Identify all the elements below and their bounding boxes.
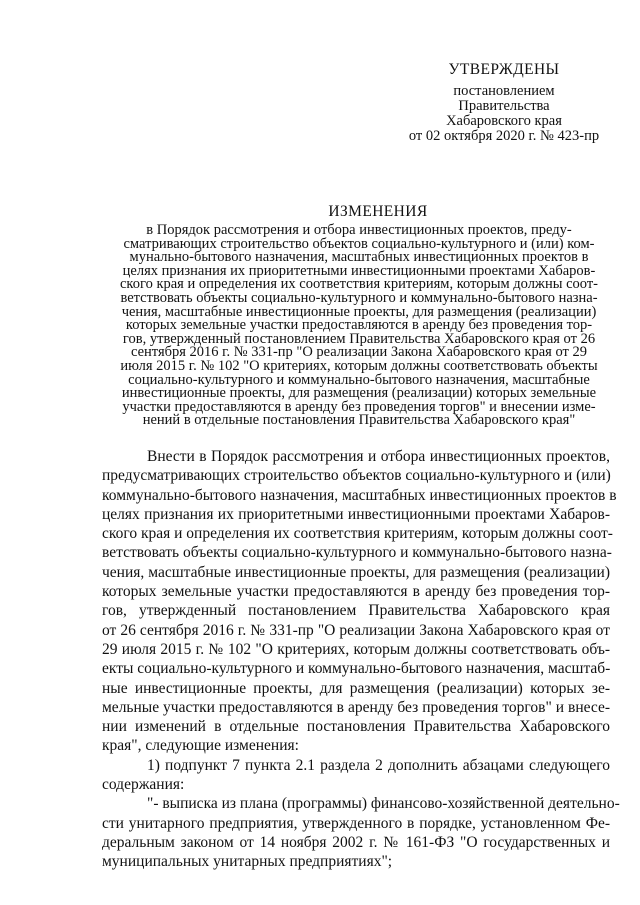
approval-line-3: Хабаровского края [446,113,562,129]
body-line: от 26 сентября 2016 г. № 331-пр "О реализации Закона Хабаровского края от [102,621,610,639]
subtitle-line: ского края и определения их соответствия критериям, которым должны соот- [120,276,598,293]
document-subtitle [106,224,612,428]
document-body [102,447,620,872]
body-line: содержания: [102,776,185,794]
body-line: целях признания их приоритетными инвестиционными проектами Хабаров- [102,505,610,523]
approval-heading: УТВЕРЖДЕНЫ [448,61,560,78]
approval-line-1: постановлением [453,83,555,99]
subtitle-line: сентября 2016 г. № 331-пр "О реализации Закона Хабаровского края от 29 [131,344,587,361]
body-line: ные инвестиционные проекты, для размещения (реализации) которых зе- [102,679,610,697]
subtitle-line: мунально-бытового назначения, масштабных инвестиционных проектов в [129,249,589,266]
body-line: предусматривающих строительство объектов социально-культурного и (или) [102,467,611,485]
body-line: "- выписка из плана (программы) финансово-хозяйственной деятельно- [147,795,620,813]
body-line: Внести в Порядок рассмотрения и отбора инвестиционных проектов, [147,448,610,465]
subtitle-line: июля 2015 г. № 102 "О критериях, которым должны соответствовать объекты [120,357,598,374]
body-line: края", следующие изменения: [102,737,299,755]
subtitle-line: которых земельные участки предоставляются в аренду без проведения тор- [125,317,593,334]
subtitle-line: нений в отдельные постановления Правительства Хабаровского края" [142,412,576,429]
body-line: ветствовать объекты социально-культурного и коммунально-бытового назна- [102,544,612,562]
body-line: 1) подпункт 7 пункта 2.1 раздела 2 дополнить абзацами следующего [147,756,610,774]
subtitle-line: ветствовать объекты социально-культурного и коммунально-бытового назна- [120,289,598,306]
body-line: которых земельные участки предоставляются в аренду без проведения тор- [102,583,610,601]
body-line: нии изменений в отдельные постановления Правительства Хабаровского [102,718,610,736]
body-line: чения, масштабные инвестиционные проекты, для размещения (реализации) [102,563,610,581]
subtitle-line: гов, утвержденный постановлением Правительства Хабаровского края от 26 [122,330,596,347]
subtitle-line: целях признания их приоритетными инвестиционными проектами Хабаров- [122,262,596,279]
subtitle-line: инвестиционные проекты, для размещения (реализации) которых земельные [121,385,597,402]
body-line: деральным законом от 14 ноября 2002 г. № 161-ФЗ "О государственных и [102,833,610,851]
approval-line-4: от 02 октября 2020 г. № 423-пр [408,128,600,144]
body-line: коммунально-бытового назначения, масштабных инвестиционных проектов в [102,486,617,504]
body-line: мельные участки предоставляются в аренду без проведения торгов" и внесе- [102,698,610,716]
approval-block [388,60,620,144]
body-line: гов, утвержденный постановлением Правительства Хабаровского края [102,602,610,620]
document-title: ИЗМЕНЕНИЯ [328,203,428,220]
body-line: ского края и определения их соответствия критериям, которым должны соот- [102,525,613,543]
subtitle-line: чения, масштабные инвестиционные проекты, для размещения (реализации) [121,303,597,320]
subtitle-line: в Порядок рассмотрения и отбора инвестиционных проектов, преду- [146,222,572,238]
subtitle-line: сматривающих строительство объектов социально-культурного и (или) ком- [123,235,595,252]
body-line: сти унитарного предприятия, утвержденного в порядке, установленном Фе- [102,814,610,832]
body-line: 29 июля 2015 г. № 102 "О критериях, которым должны соответствовать объ- [102,640,610,658]
body-line: екты социально-культурного и коммунально-бытового назначения, масштаб- [102,660,611,678]
subtitle-line: социально-культурного и коммунально-бытового назначения, масштабные [128,371,590,388]
subtitle-line: участки предоставляются в аренду без проведения торгов" и внесении изме- [122,398,596,415]
approval-line-2: Правительства [458,98,550,114]
body-line: муниципальных унитарных предприятиях"; [102,853,393,871]
